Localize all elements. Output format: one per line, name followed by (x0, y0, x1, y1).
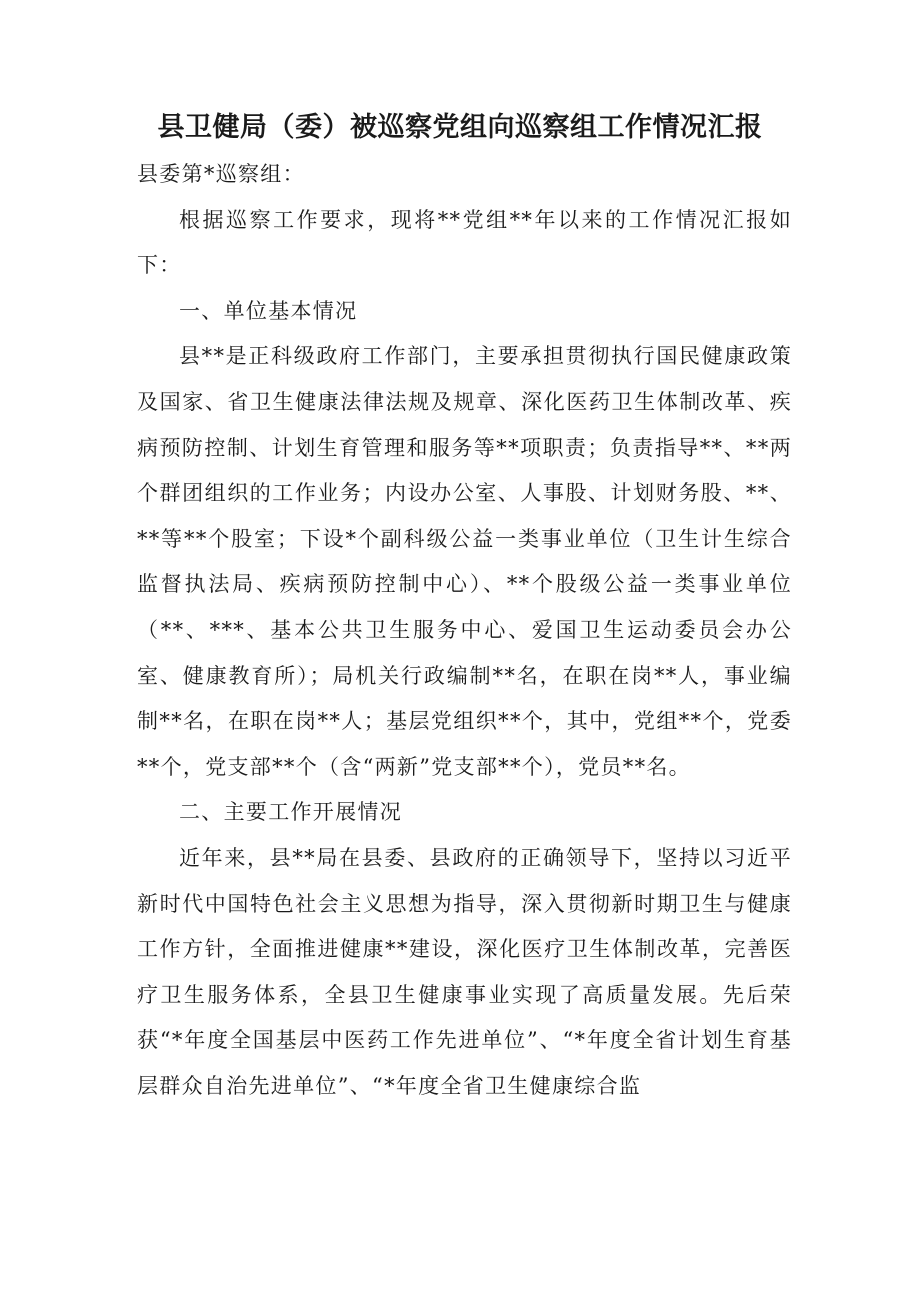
main-work-paragraph: 近年来，县**局在县委、县政府的正确领导下，坚持以习近平新时代中国特色社会主义思想为指导，深入贯彻新时期卫生与健康工作方针，全面推进健康**建设，深化医疗卫生体制改革，完善医疗卫生服务体系，全县卫生健康事业实现了高质量发展。先后荣获“*年度全国基层中医药工作先进单位”、“*年度全省计划生育基层群众自治先进单位”、“*年度全省卫生健康综合监 (137, 845, 792, 1098)
section-heading-main-work: 二、主要工作开展情况 (179, 800, 402, 825)
document-title: 县卫健局（委）被巡察党组向巡察组工作情况汇报 (157, 112, 763, 143)
document-body (137, 152, 792, 1109)
basic-info-paragraph: 县**是正科级政府工作部门，主要承担贯彻执行国民健康政策及国家、省卫生健康法律法规及规章、深化医药卫生体制改革、疾病预防控制、计划生育管理和服务等**项职责；负责指导**、**两个群团组织的工作业务；内设办公室、人事股、计划财务股、**、**等**个股室；下设*个副科级公益一类事业单位（卫生计生综合监督执法局、疾病预防控制中心）、**个股级公益一类事业单位（**、***、基本公共卫生服务中心、爱国卫生运动委员会办公室、健康教育所）；局机关行政编制**名，在职在岗**人，事业编制**名，在职在岗**人；基层党组织**个，其中，党组**个，党委**个，党支部**个（含“两新”党支部**个），党员**名。 (137, 344, 792, 779)
intro-paragraph: 根据巡察工作要求，现将**党组**年以来的工作情况汇报如下： (137, 207, 792, 278)
section-heading-basic-info: 一、单位基本情况 (179, 298, 358, 323)
salutation: 县委第*巡察组： (137, 162, 305, 186)
